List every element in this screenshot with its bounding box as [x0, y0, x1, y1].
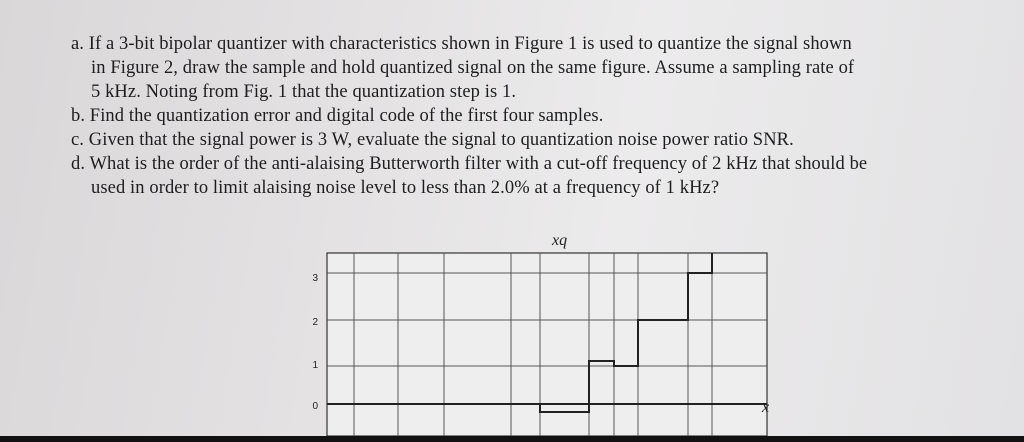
y-tick-2: 2 — [312, 317, 318, 328]
problem-b-line-1: b. Find the quantization error and digital code of the first four samples. — [71, 106, 604, 126]
y-tick-3: 3 — [312, 273, 318, 284]
problem-d-line-2: used in order to limit alaising noise level to less than 2.0% at a frequency of 1 kHz? — [91, 178, 720, 198]
y-axis-label: xq — [552, 232, 568, 249]
problem-c-line-1: c. Given that the signal power is 3 W, evaluate the signal to quantization noise power ratio SNR. — [71, 130, 794, 150]
y-tick-0: 0 — [312, 401, 318, 412]
problem-a-line-3: 5 kHz. Noting from Fig. 1 that the quantization step is 1. — [91, 82, 517, 102]
problem-a-line-2: in Figure 2, draw the sample and hold quantized signal on the same figure. Assume a sampling rate of — [91, 58, 855, 78]
y-tick-1: 1 — [312, 360, 318, 371]
bottom-edge-shadow — [0, 436, 1024, 442]
x-axis-label: x — [762, 399, 770, 416]
grid-frame — [327, 253, 770, 436]
problem-a-line-1: a. If a 3-bit bipolar quantizer with characteristics shown in Figure 1 is used to quantize the signal shown — [71, 34, 852, 54]
problem-d-line-1: d. What is the order of the anti-alaising Butterworth filter with a cut-off frequency of 2 kHz that should be — [71, 154, 868, 174]
